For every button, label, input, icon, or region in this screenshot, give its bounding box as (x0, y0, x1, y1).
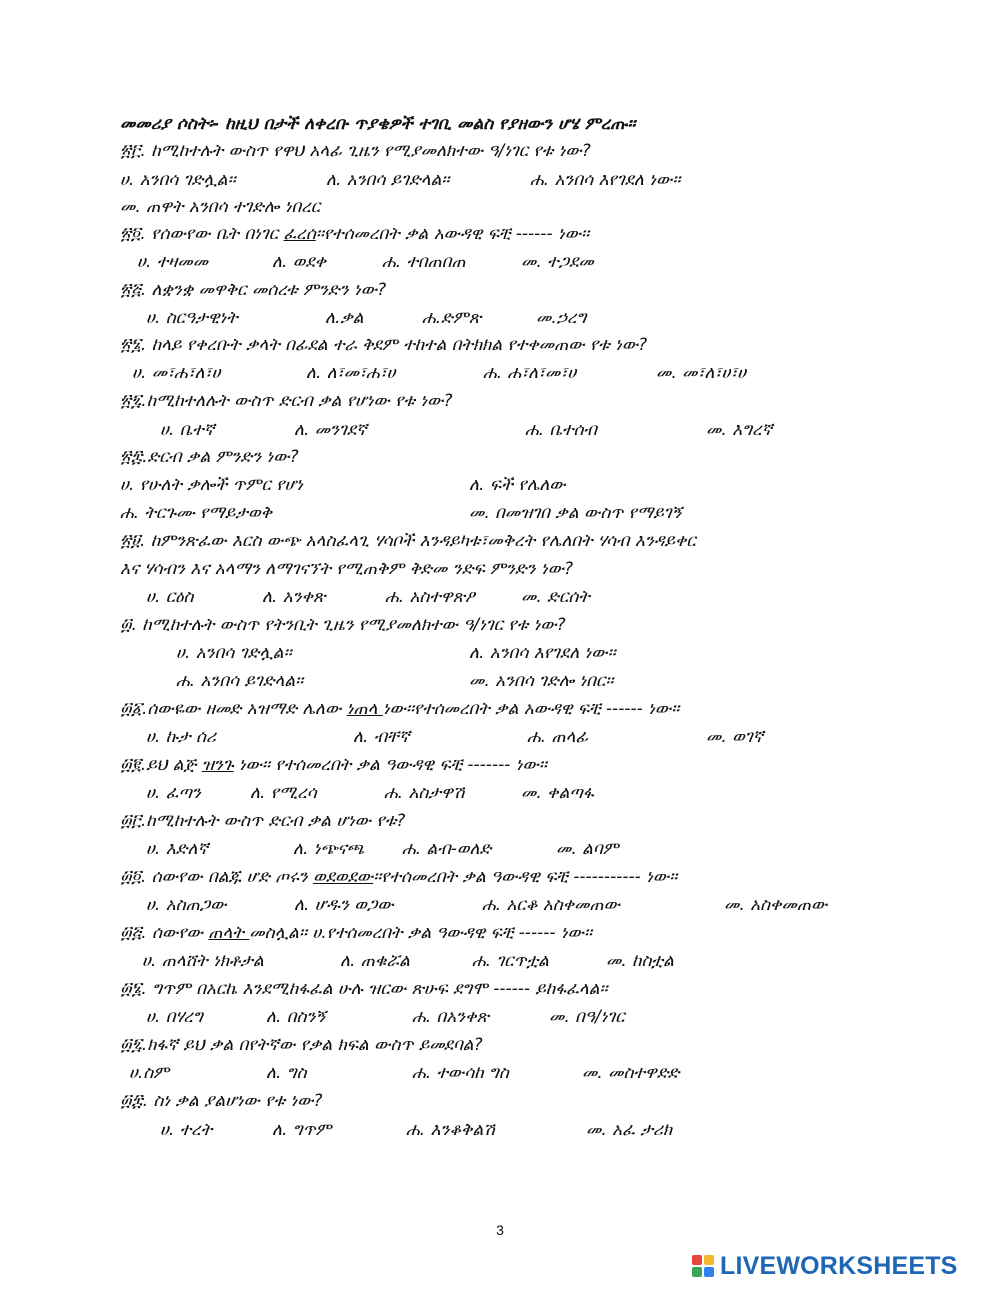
choice-b[interactable]: ለ. ሆዱን ወጋው (294, 895, 394, 915)
instruction-text: መመሪያ ሶስት፡- ከዚህ በታች ለቀረቡ ጥያቄዎች ተገቢ መልስ የያዘውን ሆሄ ምረጡ፡፡ (120, 114, 636, 134)
question-line (0, 807, 1000, 835)
choice-c[interactable]: ሐ. ትርጉሙ የማይታወቅ (120, 503, 273, 523)
choice-a[interactable]: ሀ. ተረት (160, 1120, 213, 1140)
choice-row (0, 723, 1000, 751)
choice-b[interactable]: ለ. አንበሳ እየገደለ ነው፡፡ (469, 643, 616, 663)
question-text: ፴፪.ይህ ልጅ ዝንጉ ነው፡፡ የተሰመረበት ቃል ዓውዳዊ ፍቺ ------- ነው፡፡ (120, 755, 547, 775)
question-text: ፴፫.ከሚከተሉት ውስጥ ድርብ ቃል ሆነው የቱ? (120, 811, 406, 831)
choice-a[interactable]: ሀ. በሃረግ (146, 1007, 203, 1027)
question-number: ፴፩. (120, 699, 148, 719)
choice-c[interactable]: ሐ. አስተዋጽዖ (385, 587, 476, 607)
choice-b[interactable]: ለ. የሚረሳ (250, 783, 317, 803)
question-line (0, 919, 1000, 947)
choice-row (0, 193, 1000, 221)
choice-row (0, 416, 1000, 444)
choice-d[interactable]: መ. ከስቷል (606, 951, 674, 971)
question-number: ፴፮. (120, 979, 147, 999)
question-text: ፴፮. ግጥም በአርኬ እንደሚከፋፈል ሁሉ ዝርው ጽሁፍ ደግሞ ------ ይከፋፈላል፡፡ (120, 979, 608, 999)
choice-a[interactable]: ሀ. ፈጣን (146, 783, 201, 803)
choice-c[interactable]: ሐ.ድምጽ (422, 308, 482, 328)
question-line (0, 331, 1000, 359)
choice-b[interactable]: ለ. በስንኝ (266, 1007, 326, 1027)
underlined-word: ፈረሰ (283, 224, 316, 244)
choice-row (0, 1003, 1000, 1031)
choice-c[interactable]: ሐ. ቤተሰብ (525, 420, 598, 440)
choice-c[interactable]: ሐ. ተበጠበጠ (382, 252, 466, 272)
question-text: ፳፱. ከምንጽፈው እርስ ውጭ አላስፈላጊ ሃሳቦች እንዳይካቱ፣መቅረት የሌለበት ሃሳብ እንዳይቀር (120, 531, 696, 551)
underlined-word: ወደወደው (313, 867, 374, 887)
choice-d[interactable]: መ. ድርሰት (521, 587, 590, 607)
choice-c[interactable]: ሐ. ተውሳከ ግስ (412, 1063, 509, 1083)
question-line (0, 387, 1000, 415)
choice-b[interactable]: ለ. መንገደኛ (294, 420, 367, 440)
choice-a[interactable]: ሀ.ስም (129, 1063, 170, 1083)
choice-d[interactable]: መ. አስቀመጠው (724, 895, 828, 915)
choice-a[interactable]: ሀ. አንበሳ ገድሏል፡፡ (120, 170, 236, 190)
question-number: ፴፬. (120, 867, 147, 887)
choice-row (0, 248, 1000, 276)
question-line (0, 751, 1000, 779)
question-line (0, 695, 1000, 723)
choice-a[interactable]: ሀ. ቤተኛ (160, 420, 215, 440)
question-line (0, 137, 1000, 165)
choice-a[interactable]: ሀ. እድለኛ (146, 839, 209, 859)
question-text: ፴. ከሚከተሉት ውስጥ የትንቢት ጊዜን የሚያመለክተው ዓ/ነገር የቱ ነው? (120, 615, 566, 635)
underlined-word: ዝንጉ (201, 755, 234, 775)
choice-row (0, 639, 1000, 667)
question-text: ፳፬. የሰውየው ቤት በነገር ፈረሰ፡፡የተሰመረበት ቃል አውዳዊ ፍቺ ------ ነው፡፡ (120, 224, 590, 244)
question-line (0, 443, 1000, 471)
choice-d[interactable]: መ. በዓ/ነገር (549, 1007, 625, 1027)
choice-row (0, 835, 1000, 863)
question-text: ፴፭. ሰውየው ጠላት መስሏል፡፡ ሀ.የተሰመረበት ቃል ዓውዳዊ ፍቺ ------ ነው፡፡ (120, 923, 592, 943)
underlined-word: ነጠላ (346, 699, 383, 719)
underlined-word: ጠላት (208, 923, 250, 943)
choice-b[interactable]: ለ. ግጥም (272, 1120, 332, 1140)
brand-logo-icon (692, 1255, 714, 1277)
choice-row (0, 667, 1000, 695)
choice-d[interactable]: መ. ልባም (556, 839, 619, 859)
choice-b[interactable]: ለ. ወደቀ (272, 252, 327, 272)
brand-name: LIVEWORKSHEETS (720, 1252, 958, 1280)
choice-b[interactable]: ለ. ግስ (266, 1063, 307, 1083)
choice-b[interactable]: ለ. ለ፣መ፣ሐ፣ሀ (306, 363, 396, 383)
question-text: ፴፯.ክፋኛ ይህ ቃል በየትኛው የቃል ክፍል ውስጥ ይመደባል? (120, 1035, 483, 1055)
choice-a[interactable]: ሀ. ስርዓታዊነት (146, 308, 238, 328)
choice-d[interactable]: መ. አንበሳ ገድሎ ነበር፡፡ (469, 671, 614, 691)
question-line (0, 611, 1000, 639)
question-text: ፴፰. ስነ ቃል ያልሆነው የቱ ነው? (120, 1091, 323, 1111)
choice-a[interactable]: ሀ. የሁለት ቃሎች ጥምር የሆነ (120, 475, 303, 495)
choice-c[interactable]: ሐ. በአንቀጽ (412, 1007, 489, 1027)
choice-d[interactable]: መ. ጠዋት አንበሳ ተገድሎ ነበረር (120, 197, 321, 217)
choice-c[interactable]: ሐ. አስታዋሽ (384, 783, 465, 803)
question-number: ፳፭. (120, 280, 147, 300)
choice-b[interactable]: ለ. አንቀጽ (262, 587, 326, 607)
choice-d[interactable]: መ. በመዝገበ ቃል ውስጥ የማይገኝ (469, 503, 682, 523)
question-number: ፴፰. (120, 1091, 149, 1111)
question-line (0, 220, 1000, 248)
question-line (0, 863, 1000, 891)
liveworksheets-logo (692, 1251, 992, 1281)
question-line (0, 555, 1000, 583)
choice-d[interactable]: መ.ኃረግ (536, 308, 587, 328)
question-number: ፳፮. (120, 335, 147, 355)
choice-row (0, 166, 1000, 194)
choice-row (0, 304, 1000, 332)
instruction-line (0, 110, 1000, 138)
question-number: ፳፬. (120, 224, 146, 244)
question-text: ፳፫. ከሚከተሉት ውስጥ የዋህ አላፊ ጊዜን የሚያመለክተው ዓ/ነገር የቱ ነው? (120, 141, 591, 161)
choice-a[interactable]: ሀ. አስጠጋው (146, 895, 227, 915)
choice-a[interactable]: ሀ. ርዕስ (146, 587, 194, 607)
choice-a[interactable]: ሀ. ጠላሸት ነክቶታል (142, 951, 264, 971)
question-text: ፳፭. ለቋንቋ መዋቅር መሰረቱ ምንድን ነው? (120, 280, 387, 300)
choice-row (0, 583, 1000, 611)
choice-row (0, 891, 1000, 919)
choice-c[interactable]: ሐ. ሐ፣ለ፣መ፣ሀ (483, 363, 577, 383)
choice-c[interactable]: ሐ. አርቆ አስቀመጠው (482, 895, 620, 915)
choice-a[interactable]: ሀ. ተዛመመ (137, 252, 209, 272)
choice-c[interactable]: ሐ. ጠላፊ (527, 727, 589, 747)
choice-row (0, 499, 1000, 527)
choice-d[interactable]: መ. ወገኛ (706, 727, 764, 747)
choice-b[interactable]: ለ.ቃል (325, 308, 364, 328)
choice-d[interactable]: መ. አፈ ታሪክ (586, 1120, 673, 1140)
choice-c[interactable]: ሐ. አንበሳ ይገድላል፡፡ (176, 671, 304, 691)
choice-row (0, 359, 1000, 387)
question-line (0, 975, 1000, 1003)
choice-b[interactable]: ለ. አንበሳ ይገድላል፡፡ (326, 170, 450, 190)
choice-row (0, 947, 1000, 975)
choice-c[interactable]: ሐ. ልብ-ወለድ (402, 839, 492, 859)
choice-d[interactable]: መ. እግረኛ (706, 420, 773, 440)
question-number: ፳፯. (120, 391, 147, 411)
choice-c[interactable]: ሐ. አንበሳ እየገደለ ነው፡፡ (530, 170, 681, 190)
question-number: ፳፰. (120, 447, 148, 467)
choice-b[interactable]: ለ. ነጭናጫ (293, 839, 365, 859)
question-text: ፴፬. ሰውየው በልጁ ሆድ ጦሩን ወደወደው፡፡የተሰመረበት ቃል ዓውዳዊ ፍቺ ----------- ነው፡፡ (120, 867, 678, 887)
choice-a[interactable]: ሀ. ኩታ ሰሪ (146, 727, 216, 747)
choice-c[interactable]: ሐ. ገርጥቷል (472, 951, 549, 971)
question-line (0, 527, 1000, 555)
question-number: ፴፭. (120, 923, 147, 943)
choice-c[interactable]: ሐ. እንቆቅልሽ (406, 1120, 495, 1140)
choice-row (0, 471, 1000, 499)
choice-b[interactable]: ለ. ብቸኛ (353, 727, 410, 747)
question-line (0, 276, 1000, 304)
question-text-continued: እና ሃሳብን እና አላማን ለማገናኘት የሚጠቅም ቅድመ ንድፍ ምንድን ነው? (120, 559, 574, 579)
choice-row (0, 1116, 1000, 1144)
question-text: ፳፮. ከላይ የቀረቡት ቃላት በፊደል ተራ ቅደም ተከተል በትክክል የተቀመጠው የቱ ነው? (120, 335, 648, 355)
question-text: ፴፩.ሰውዬው ዘመድ አዝማድ ሌለው ነጠላ ነው፡፡የተሰመረበት ቃል አውዳዊ ፍቺ ------ ነው፡፡ (120, 699, 680, 719)
question-number: ፴. (120, 615, 137, 635)
question-line (0, 1087, 1000, 1115)
choice-b[interactable]: ለ. ፍች የሌለው (469, 475, 566, 495)
choice-d[interactable]: መ. መ፣ለ፣ሀ፣ሀ (656, 363, 747, 383)
page-number: 3 (496, 1222, 504, 1238)
choice-row (0, 1059, 1000, 1087)
question-line (0, 1031, 1000, 1059)
question-number: ፴፯. (120, 1035, 148, 1055)
choice-row (0, 779, 1000, 807)
question-number: ፴፫. (120, 811, 147, 831)
choice-b[interactable]: ለ. ጠቁሯል (340, 951, 410, 971)
choice-a[interactable]: ሀ. መ፣ሐ፣ለ፣ሀ (132, 363, 221, 383)
choice-d[interactable]: መ. ቀልጣፋ (521, 783, 594, 803)
question-number: ፴፪. (120, 755, 147, 775)
choice-d[interactable]: መ. ተጋደመ (521, 252, 594, 272)
question-text: ፳፰.ድርብ ቃል ምንድን ነው? (120, 447, 299, 467)
question-text: ፳፯.ከሚከተለሉት ውስጥ ድርብ ቃል የሆነው የቱ ነው? (120, 391, 453, 411)
choice-a[interactable]: ሀ. አንበሳ ገድሏል፡፡ (176, 643, 292, 663)
choice-d[interactable]: መ. መስተዋድድ (582, 1063, 680, 1083)
question-number: ፳፫. (120, 141, 146, 161)
question-number: ፳፱. (120, 531, 146, 551)
